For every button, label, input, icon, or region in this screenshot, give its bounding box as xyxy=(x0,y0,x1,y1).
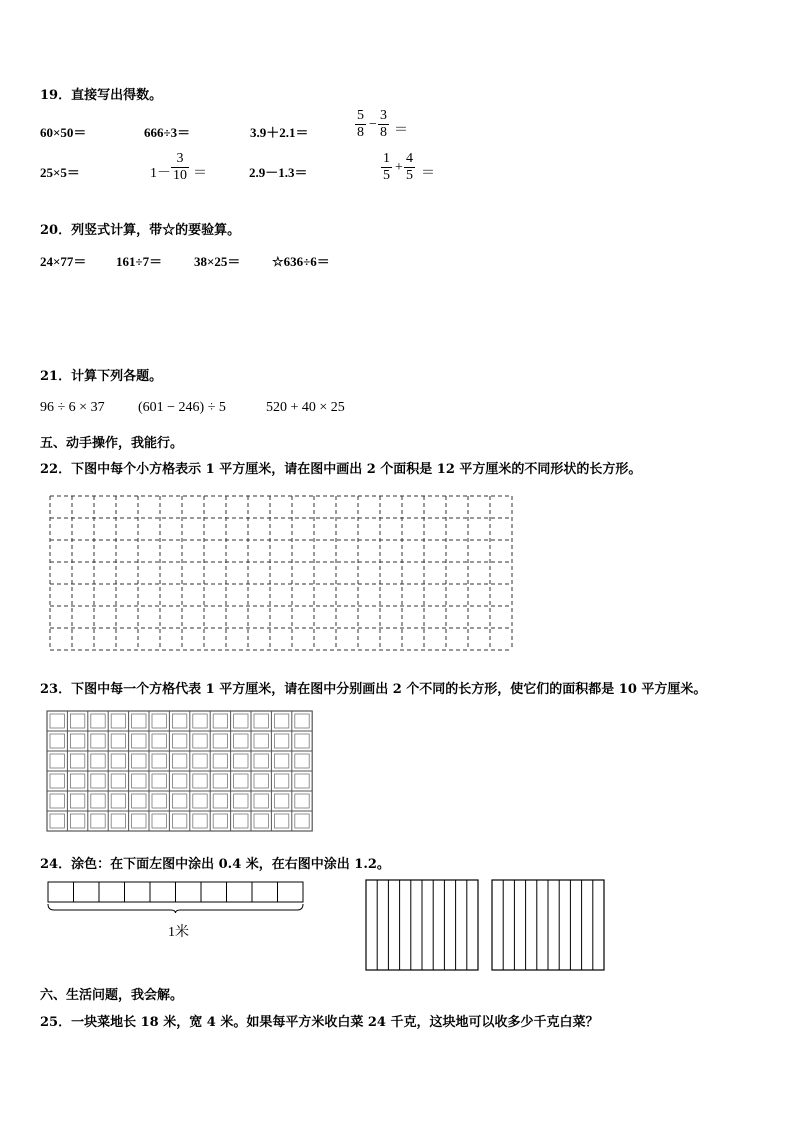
grid-cell[interactable] xyxy=(213,754,227,768)
grid-cell[interactable] xyxy=(50,794,64,808)
grid-cell[interactable] xyxy=(193,754,207,768)
q21-expr-2: (601 − 246) ÷ 5 xyxy=(138,400,226,415)
q19-fraction-d xyxy=(404,151,415,184)
fraction-denominator: 5 xyxy=(406,168,413,183)
fraction-numerator: 5 xyxy=(357,108,364,123)
grid-cell[interactable] xyxy=(295,734,309,748)
grid-cell[interactable] xyxy=(295,814,309,828)
grid-cell[interactable] xyxy=(274,714,288,728)
grid-cell[interactable] xyxy=(274,734,288,748)
grid-cell[interactable] xyxy=(213,774,227,788)
grid-cell[interactable] xyxy=(132,794,146,808)
grid-cell[interactable] xyxy=(91,774,105,788)
q22-title: 22．下图中每个小方格表示 1 平方厘米，请在图中画出 2 个面积是 12 平方厘米的不同形状的长方形。 xyxy=(40,462,642,477)
q22-dashed-grid[interactable] xyxy=(48,494,516,652)
q19-equals-sign-2: ＝ xyxy=(193,166,207,181)
fraction-denominator: 8 xyxy=(357,125,364,140)
grid-cell[interactable] xyxy=(132,814,146,828)
q19-mixed-lead: 1－ xyxy=(150,166,171,181)
grid-cell[interactable] xyxy=(152,734,166,748)
grid-cell[interactable] xyxy=(213,794,227,808)
grid-cell[interactable] xyxy=(295,774,309,788)
grid-cell[interactable] xyxy=(234,814,248,828)
q20-expr-1: 24×77＝ xyxy=(40,254,87,269)
q20-title: 20．列竖式计算，带☆的要验算。 xyxy=(40,223,241,238)
q21-expr-3: 520 + 40 × 25 xyxy=(266,400,345,415)
grid-cell[interactable] xyxy=(111,714,125,728)
grid-cell[interactable] xyxy=(111,794,125,808)
grid-cell[interactable] xyxy=(254,794,268,808)
grid-cell[interactable] xyxy=(70,734,84,748)
grid-cell[interactable] xyxy=(91,754,105,768)
q19-fraction-b xyxy=(378,108,389,141)
grid-cell[interactable] xyxy=(274,794,288,808)
grid-cell[interactable] xyxy=(193,734,207,748)
grid-cell[interactable] xyxy=(91,714,105,728)
grid-cell[interactable] xyxy=(295,754,309,768)
q19-equals-sign-3: ＝ xyxy=(421,166,435,181)
grid-cell[interactable] xyxy=(70,714,84,728)
grid-cell[interactable] xyxy=(91,794,105,808)
q24-strips-box-right[interactable] xyxy=(490,878,608,973)
q24-brace-label: 1米 xyxy=(168,925,189,940)
grid-cell[interactable] xyxy=(132,774,146,788)
q20-expr-3: 38×25＝ xyxy=(194,254,241,269)
strip-cell[interactable] xyxy=(278,882,304,902)
strip-cell[interactable] xyxy=(252,882,278,902)
q19-expr-3: 3.9＋2.1＝ xyxy=(250,125,309,140)
grid-cell[interactable] xyxy=(274,774,288,788)
grid-cell[interactable] xyxy=(152,754,166,768)
grid-cell[interactable] xyxy=(132,754,146,768)
grid-cell[interactable] xyxy=(172,814,186,828)
strip-cell[interactable] xyxy=(176,882,202,902)
q19-expr-5: 2.9－1.3＝ xyxy=(249,165,308,180)
grid-cell[interactable] xyxy=(50,734,64,748)
q21-title: 21．计算下列各题。 xyxy=(40,369,163,384)
grid-cell[interactable] xyxy=(193,814,207,828)
grid-cell[interactable] xyxy=(234,794,248,808)
q19-plus-sign: + xyxy=(395,160,403,175)
grid-cell[interactable] xyxy=(254,814,268,828)
fraction-numerator: 3 xyxy=(171,151,189,168)
q23-square-grid[interactable] xyxy=(46,710,316,834)
grid-cell[interactable] xyxy=(152,774,166,788)
grid-cell[interactable] xyxy=(50,774,64,788)
grid-cell[interactable] xyxy=(152,814,166,828)
q23-title: 23．下图中每一个方格代表 1 平方厘米，请在图中分别画出 2 个不同的长方形，使它们的面积都是 10 平方厘米。 xyxy=(40,682,707,697)
grid-cell[interactable] xyxy=(254,734,268,748)
grid-cell[interactable] xyxy=(172,774,186,788)
q24-title: 24．涂色：在下面左图中涂出 0.4 米，在右图中涂出 1.2。 xyxy=(40,857,390,872)
q20-expr-4: ☆636÷6＝ xyxy=(272,254,330,269)
fraction-numerator: 1 xyxy=(383,151,390,166)
grid-cell[interactable] xyxy=(193,774,207,788)
grid-cell[interactable] xyxy=(213,814,227,828)
grid-cell[interactable] xyxy=(193,794,207,808)
grid-cell[interactable] xyxy=(70,754,84,768)
grid-cell[interactable] xyxy=(50,714,64,728)
fraction-numerator: 3 xyxy=(380,108,387,123)
q19-equals-sign: ＝ xyxy=(394,123,408,138)
grid-cell[interactable] xyxy=(234,714,248,728)
grid-cell[interactable] xyxy=(172,714,186,728)
grid-cell[interactable] xyxy=(234,734,248,748)
strip-cell[interactable] xyxy=(125,882,151,902)
section-6-title: 六、生活问题，我会解。 xyxy=(40,988,184,1003)
curly-brace xyxy=(48,904,303,913)
fraction-numerator: 4 xyxy=(406,151,413,166)
grid-cell[interactable] xyxy=(254,714,268,728)
grid-cell[interactable] xyxy=(254,774,268,788)
grid-cell[interactable] xyxy=(70,774,84,788)
q19-expr-2: 666÷3＝ xyxy=(144,125,191,140)
grid-cell[interactable] xyxy=(295,794,309,808)
q19-fraction-a xyxy=(355,108,366,141)
grid-cell[interactable] xyxy=(91,814,105,828)
grid-cell[interactable] xyxy=(234,774,248,788)
q19-mixed-fraction xyxy=(171,151,189,184)
grid-cell[interactable] xyxy=(91,734,105,748)
grid-cell[interactable] xyxy=(111,814,125,828)
q19-title: 19．直接写出得数。 xyxy=(40,88,163,103)
strip-cell[interactable] xyxy=(150,882,176,902)
q19-minus-sign: − xyxy=(369,117,377,132)
grid-cell[interactable] xyxy=(111,734,125,748)
fraction-denominator: 8 xyxy=(380,125,387,140)
grid-cell[interactable] xyxy=(213,714,227,728)
grid-cell[interactable] xyxy=(172,754,186,768)
fraction-denominator: 5 xyxy=(383,168,390,183)
q20-expr-2: 161÷7＝ xyxy=(116,254,163,269)
q24-strips-box-left[interactable] xyxy=(364,878,482,973)
grid-cell[interactable] xyxy=(213,734,227,748)
q25-title: 25．一块菜地长 18 米，宽 4 米。如果每平方米收白菜 24 千克，这块地可以收多少千克白菜？ xyxy=(40,1015,599,1030)
q19-expr-4: 25×5＝ xyxy=(40,165,80,180)
grid-cell[interactable] xyxy=(132,714,146,728)
q24-meter-strip[interactable] xyxy=(46,880,310,914)
grid-cell[interactable] xyxy=(295,714,309,728)
grid-cell[interactable] xyxy=(172,734,186,748)
grid-cell[interactable] xyxy=(172,794,186,808)
grid-cell[interactable] xyxy=(254,754,268,768)
strip-cell[interactable] xyxy=(48,882,74,902)
strip-cell[interactable] xyxy=(227,882,253,902)
q19-expr-1: 60×50＝ xyxy=(40,125,87,140)
grid-cell[interactable] xyxy=(70,794,84,808)
strip-cell[interactable] xyxy=(201,882,227,902)
grid-cell[interactable] xyxy=(132,734,146,748)
grid-cell[interactable] xyxy=(274,754,288,768)
grid-cell[interactable] xyxy=(152,714,166,728)
grid-cell[interactable] xyxy=(50,754,64,768)
grid-cell[interactable] xyxy=(152,794,166,808)
q19-fraction-c xyxy=(381,151,392,184)
section-5-title: 五、动手操作，我能行。 xyxy=(40,436,184,451)
grid-cell[interactable] xyxy=(111,754,125,768)
grid-cell[interactable] xyxy=(70,814,84,828)
grid-cell[interactable] xyxy=(234,754,248,768)
grid-cell[interactable] xyxy=(274,814,288,828)
fraction-denominator: 10 xyxy=(173,168,187,183)
strip-cell[interactable] xyxy=(74,882,100,902)
grid-cell[interactable] xyxy=(193,714,207,728)
grid-cell[interactable] xyxy=(111,774,125,788)
grid-cell[interactable] xyxy=(50,814,64,828)
strip-cell[interactable] xyxy=(99,882,125,902)
q21-expr-1: 96 ÷ 6 × 37 xyxy=(40,400,105,415)
